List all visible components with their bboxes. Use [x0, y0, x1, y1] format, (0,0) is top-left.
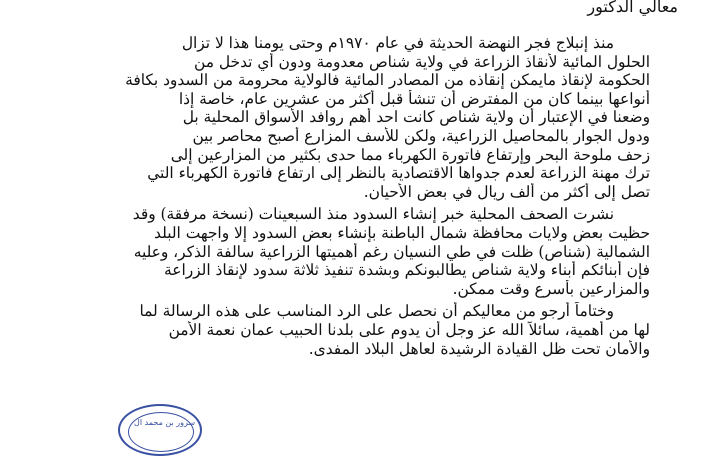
letter-line: والمزارعين بأسرع وقت ممكن.: [452, 279, 650, 298]
salutation: معالي الدكتور: [587, 0, 678, 16]
letter-line: حظيت بعض ولايات محافظة شمال الباطنة بإنشاء بعض السدود إلا واجهت البلد: [154, 223, 650, 242]
seal-text: سرور بن محمد ال: [134, 418, 196, 427]
letter-line: لها من أهمية، سائلاً الله عز وجل أن يدوم على بلدنا الحبيب عمان نعمة الأمن: [168, 320, 650, 339]
letter-line: وختاماً أرجو من معاليكم أن نحصل على الرد المناسب على هذه الرسالة لما: [139, 302, 614, 321]
letter-line: الحكومة لإنقاذ مايمكن إنقاذه من المصادر المائية فالولاية محرومة من السدود بكافة: [125, 71, 650, 90]
letter-line: فإن أبنائكم أبناء ولاية شناص يطالبونكم وبشدة تنفيذ ثلاثة سدود لإنقاذ الزراعة: [164, 261, 650, 280]
letter-line: وضعنا في الإعتبار أن ولاية شناص كانت احد أهم روافد الأسواق المحلية بل: [182, 108, 650, 127]
letter-line: الحلول المائية لأنقاذ الزراعة في ولاية شناص معدومة ودون أي تدخل من: [194, 52, 650, 71]
official-seal: [118, 404, 202, 456]
letter-line: أنواعها بينما كان من المفترض أن تنشأ قبل أكثر من عشرين عام، خاصة إذا: [178, 89, 650, 108]
letter-line: زحف ملوحة البحر وإرتفاع فاتورة الكهرباء مما حدى بكثير من المزارعين إلى: [170, 145, 650, 164]
letter-line: الشمالية (شناص) ظلت في طي النسيان رغم أهميتها الزراعية سالفة الذكر، وعليه: [133, 242, 650, 261]
letter-line: نشرت الصحف المحلية خبر إنشاء السدود منذ السبعينات (نسخة مرفقة) وقد: [132, 205, 614, 224]
letter-line: تصل إلى أكثر من ألف ريال في بعض الأحيان.: [363, 182, 650, 201]
letter-line: والأمان تحت ظل القيادة الرشيدة لعاهل البلاد المفدى.: [308, 339, 650, 358]
letter-line: ودول الجوار بالمحاصيل الزراعية، ولكن للأسف المزارع أصبح محاصر بين: [192, 126, 650, 145]
letter-body: [44, 34, 650, 358]
letter-line: ترك مهنة الزراعة لعدم جدواها الاقتصادية بالنظر إلى ارتفاع فاتورة الكهرباء التي: [147, 164, 650, 183]
letter-line: منذ إنبلاج فجر النهضة الحديثة في عام ١٩٧٠م وحتى يومنا هذا لا تزال: [181, 34, 614, 52]
